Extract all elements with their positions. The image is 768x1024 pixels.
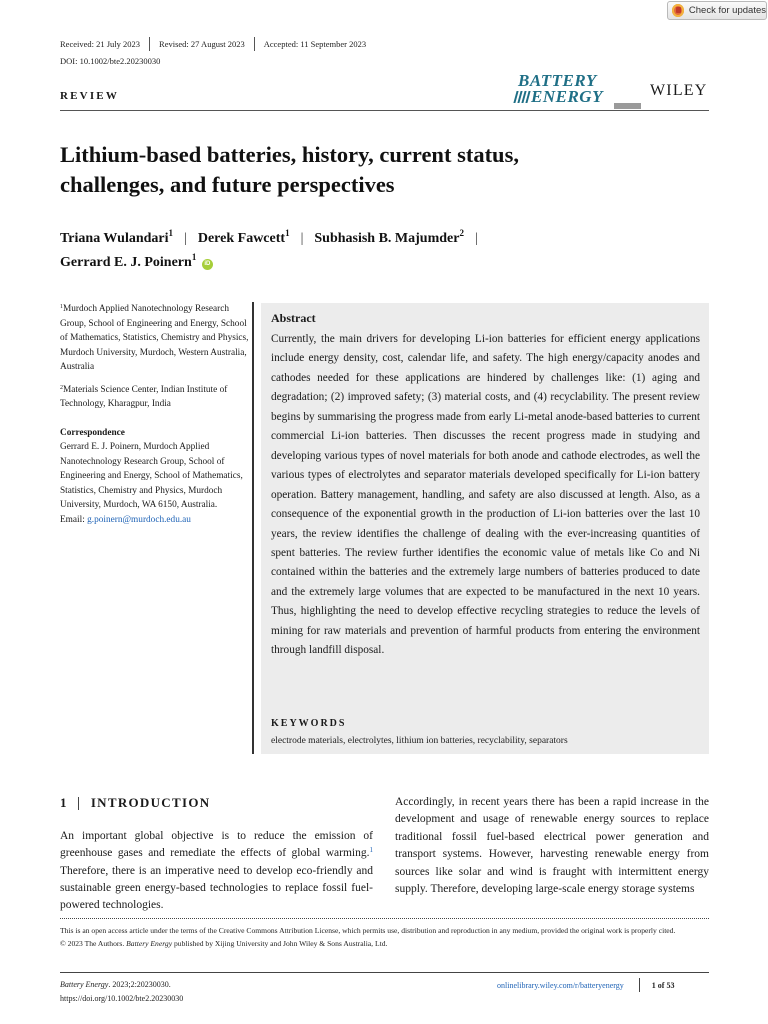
author-name[interactable]: Subhasish B. Majumder$^2$: [314, 228, 464, 246]
footer-separator: [639, 978, 640, 992]
journal-site-link[interactable]: onlinelibrary.wiley.com/r/batteryenergy: [497, 980, 624, 990]
publisher-logo: WILEY: [650, 82, 708, 99]
abstract-text: Currently, the main drivers for developing Li-ion batteries for efficient energy applications include energy density, cost, calendar life, and safety. The high energy/capacity anodes and cathodes needed for these applications are hindered by challenges like: (1) aging and degradation; (2) improved safety; (3) material costs, and (4) recyclability. The present review begins by summarising the progress made from early Li-metal anode-based batteries to current commercial Li-ion batteries. Then discusses the recent progress made in studying and developing various types of novel materials for both anode and cathode electrodes, as well the various types of electrolytes and separator materials developed specifically for Li-ion battery operation. Battery management, handling, and safety are also discussed at length. Also, as a consequence of the exponential growth in the production of Li-ion batteries over the last 10 years, the review identifies the challenge of dealing with the ever-increasing quantities of spent batteries. The review further identifies the economic value of metals like Co and Ni contained within the batteries and the extremely large numbers of batteries produced to date and the extremely large volumes that are expected to be manufactured in the next 10 years. Thus, highlighting the need to develop effective recycling strategies to reduce the levels of mining for raw materials and prevention of harmful products from entering the environment through landfill disposal.: [271, 333, 700, 657]
reference-link[interactable]: 1: [369, 846, 373, 855]
doi-link[interactable]: https://doi.org/10.1002/bte2.20230030: [60, 993, 184, 1003]
section-title: INTRODUCTION: [90, 795, 211, 810]
article-dates: [60, 37, 375, 51]
citation-line: Battery Energy. 2023;2:20230030.: [60, 980, 171, 989]
journal-logo-energy: ENERGY: [531, 87, 603, 106]
intro-paragraph-left: An important global objective is to reduce the emission of greenhouse gases and remediate the effects of global warming.$^1$ Therefore, there is an imperative need to develop eco-friendly and sustainable green energy-based technologies to replace fossil fuel-powered technologies.: [60, 830, 373, 912]
affiliation-2: $^2$Materials Science Center, Indian Institute of Technology, Kharagpur, India: [60, 384, 228, 409]
copyright-text: © 2023 The Authors. Battery Energy published by Xijing University and John Wiley & Sons Australia, Ltd.: [60, 938, 388, 948]
abstract-heading: Abstract: [271, 311, 316, 325]
journal-logo-tag: [614, 103, 641, 109]
affiliation-1: $^1$Murdoch Applied Nanotechnology Research Group, School of Engineering and Energy, School of Mathematics, Statistics, Chemistry and Physics, Murdoch University, Murdoch, Western Australia, Australia: [60, 304, 249, 372]
check-for-updates-button[interactable]: [667, 1, 767, 20]
header-divider: [60, 110, 709, 111]
footer-divider: [60, 972, 709, 973]
author-separator: |: [474, 231, 478, 246]
author-name[interactable]: Gerrard E. J. Poinern$^1$: [60, 252, 197, 270]
license-text: This is an open access article under the terms of the Creative Commons Attribution License, which permits use, distribution and reproduction in any medium, provided the original work is properly cited.: [60, 926, 676, 935]
footer-right: [497, 978, 674, 992]
keywords-list: electrode materials, electrolytes, lithium ion batteries, recyclability, separators: [271, 736, 568, 746]
orcid-icon[interactable]: iD: [202, 259, 213, 270]
intro-paragraph-right: Accordingly, in recent years there has been a rapid increase in the development and usage of renewable energy sources to replace traditional fossil fuel-based electrical power generation and transport systems. However, harvesting renewable energy from sources like solar and wind is fraught with intermittent energy supply. Therefore, developing large-scale energy storage systems: [395, 796, 709, 896]
correspondence-heading: Correspondence: [60, 427, 125, 438]
section-divider: [78, 797, 79, 810]
crossmark-icon: [672, 4, 684, 17]
correspondence-address: Gerrard E. J. Poinern, Murdoch Applied Nanotechnology Research Group, School of Engineering and Energy, School of Mathematics, Statistics, Chemistry and Physics, Murdoch University, Murdoch, WA 6150, Australia.: [60, 442, 243, 510]
license-notice: [60, 925, 710, 950]
journal-logo-battery: BATTERY: [518, 71, 597, 90]
author-separator: |: [184, 231, 187, 246]
doi-header: DOI: 10.1002/bte2.20230030: [60, 56, 161, 66]
keywords-heading: KEYWORDS: [271, 718, 347, 729]
section-number: 1: [60, 795, 68, 810]
email-link[interactable]: g.poinern@murdoch.edu.au: [87, 514, 191, 525]
check-for-updates-label: Check for updates: [688, 5, 766, 16]
author-name[interactable]: Derek Fawcett$^1$: [197, 228, 290, 246]
author-name[interactable]: Triana Wulandari$^1$: [60, 228, 174, 246]
citation-info: [60, 978, 183, 1005]
accepted-date: Accepted: 11 September 2023: [254, 37, 375, 51]
affiliations: [60, 302, 250, 527]
author-separator: |: [300, 231, 304, 246]
footer-dotted-divider: [60, 918, 709, 919]
article-type: REVIEW: [60, 90, 120, 102]
article-title: Lithium-based batteries, history, current status, challenges, and future perspectives: [60, 142, 519, 197]
section-heading: [60, 795, 210, 811]
correspondence-email: Email: g.poinern@murdoch.edu.au: [60, 514, 191, 525]
page-number: 1 of 53: [651, 980, 675, 990]
received-date: Received: 21 July 2023: [60, 39, 141, 49]
author-list: [60, 227, 710, 275]
abstract-rule: [252, 302, 254, 754]
revised-date: Revised: 27 August 2023: [149, 37, 254, 51]
